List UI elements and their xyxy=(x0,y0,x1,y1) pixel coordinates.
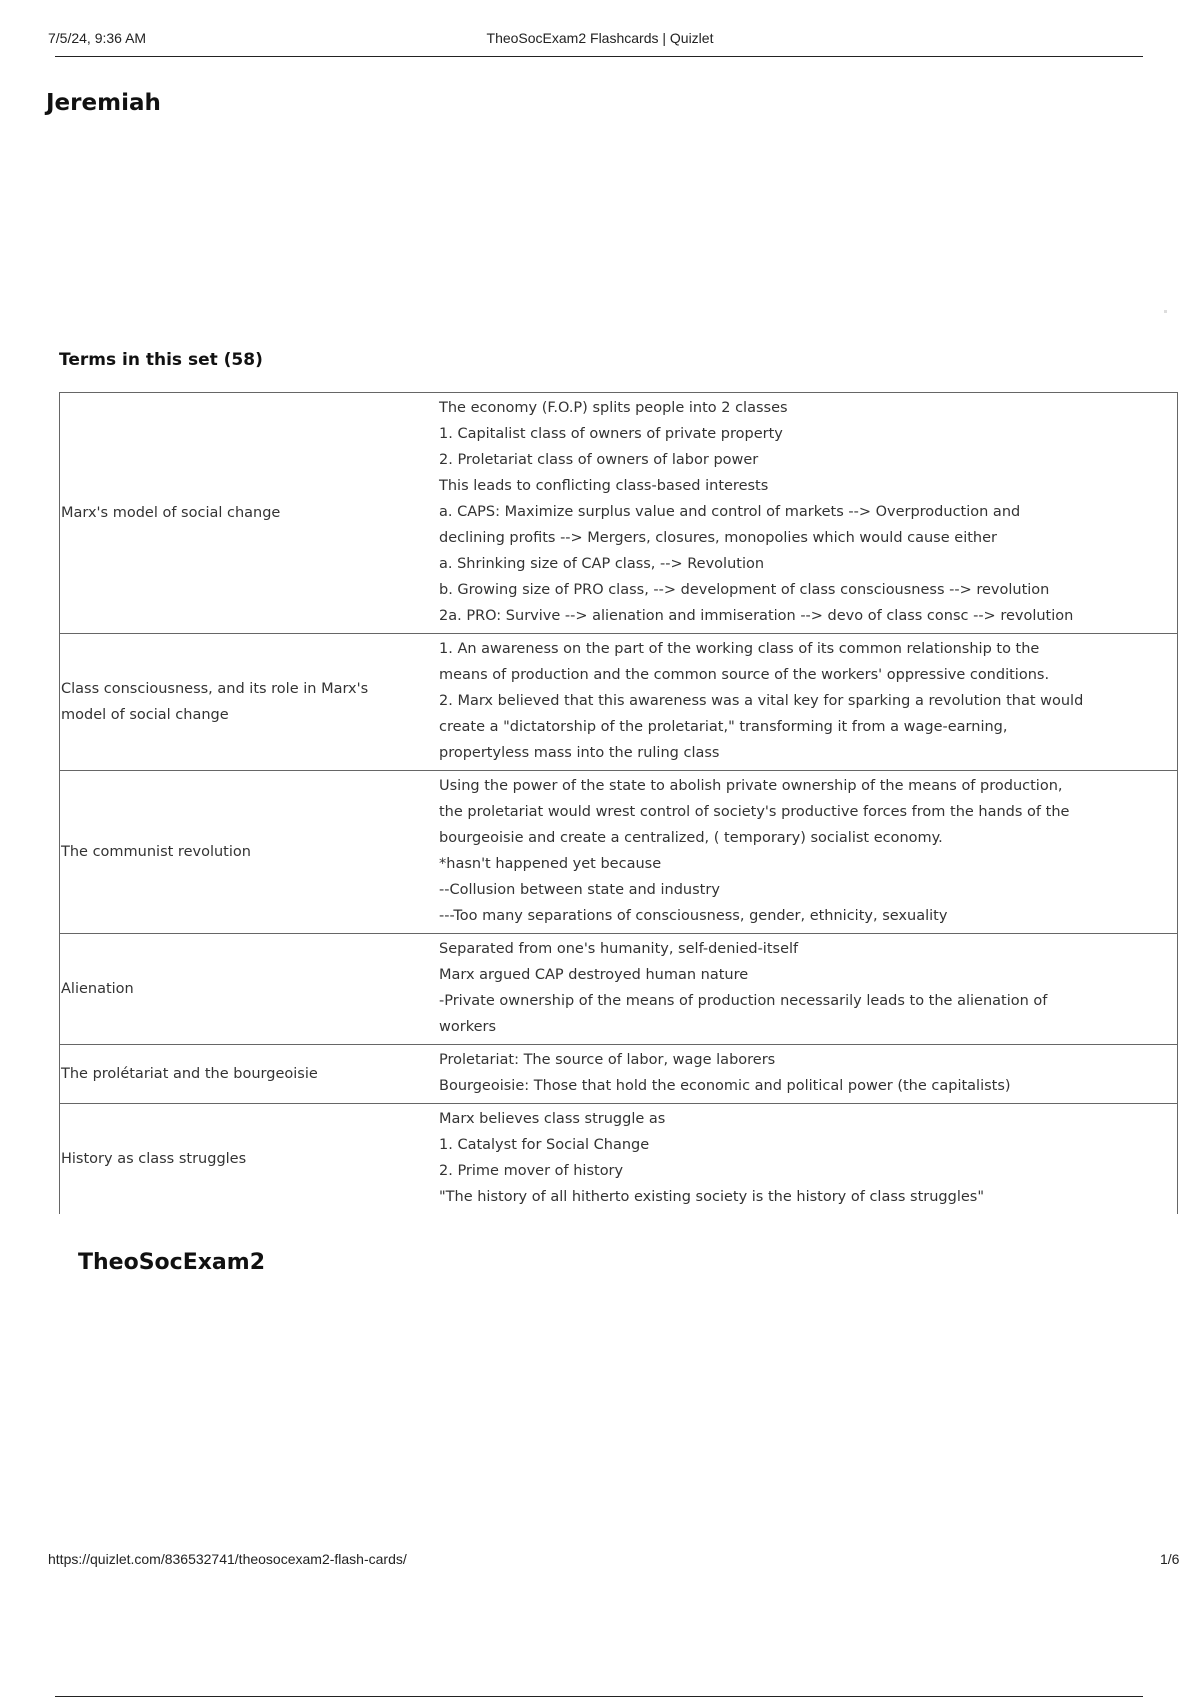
definition-line: the proletariat would wrest control of society's productive forces from the hands of the xyxy=(439,804,1070,820)
flashcard-definition xyxy=(411,934,1178,1045)
definition-line: 1. An awareness on the part of the working class of its common relationship to the xyxy=(439,641,1040,657)
flashcard-definition xyxy=(411,771,1178,934)
definition-line: declining profits --> Mergers, closures, monopolies which would cause either xyxy=(439,530,997,546)
definition-line: 2a. PRO: Survive --> alienation and immiseration --> devo of class consc --> revolution xyxy=(439,608,1074,624)
definition-line: ---Too many separations of consciousness, gender, ethnicity, sexuality xyxy=(439,908,948,924)
definition-line: bourgeoisie and create a centralized, ( temporary) socialist economy. xyxy=(439,830,943,846)
page-title: TheoSocExam2 Flashcards | Quizlet xyxy=(486,30,714,46)
flashcard-row xyxy=(60,1104,1178,1215)
definition-line: Using the power of the state to abolish private ownership of the means of production, xyxy=(439,778,1063,794)
definition-line: a. Shrinking size of CAP class, --> Revolution xyxy=(439,556,765,572)
bottom-divider xyxy=(55,1696,1143,1697)
flashcard-definition xyxy=(411,1045,1178,1104)
flashcard-table xyxy=(59,392,1178,1214)
definition-line: means of production and the common source of the workers' oppressive conditions. xyxy=(439,667,1050,683)
flashcard-definition xyxy=(411,393,1178,634)
definition-line: 2. Proletariat class of owners of labor power xyxy=(439,452,759,468)
definition-line: Separated from one's humanity, self-denied-itself xyxy=(439,941,799,957)
definition-line: propertyless mass into the ruling class xyxy=(439,745,720,761)
page-url: https://quizlet.com/836532741/theosocexam2-flash-cards/ xyxy=(48,1551,407,1567)
definition-line: create a "dictatorship of the proletariat," transforming it from a wage-earning, xyxy=(439,719,1008,735)
user-name[interactable]: Jeremiah xyxy=(46,90,161,116)
page-number: 1/6 xyxy=(1160,1551,1180,1567)
definition-line: *hasn't happened yet because xyxy=(439,856,662,872)
flashcard-term: Class consciousness, and its role in Marx's model of social change xyxy=(60,634,412,771)
decorative-dot xyxy=(1164,310,1167,313)
definition-line: Bourgeoisie: Those that hold the economic and political power (the capitalists) xyxy=(439,1078,1011,1094)
flashcard-term: History as class struggles xyxy=(60,1104,412,1215)
definition-line: 1. Catalyst for Social Change xyxy=(439,1137,650,1153)
definition-line: Proletariat: The source of labor, wage laborers xyxy=(439,1052,776,1068)
definition-line: This leads to conflicting class-based interests xyxy=(439,478,769,494)
flashcard-row xyxy=(60,934,1178,1045)
definition-line: Marx argued CAP destroyed human nature xyxy=(439,967,749,983)
definition-line: -Private ownership of the means of production necessarily leads to the alienation of xyxy=(439,993,1048,1009)
definition-line: workers xyxy=(439,1019,497,1035)
flashcard-term: The communist revolution xyxy=(60,771,412,934)
definition-line: 2. Prime mover of history xyxy=(439,1163,624,1179)
flashcard-term: Alienation xyxy=(60,934,412,1045)
definition-line: 2. Marx believed that this awareness was a vital key for sparking a revolution that would xyxy=(439,693,1084,709)
definition-line: a. CAPS: Maximize surplus value and control of markets --> Overproduction and xyxy=(439,504,1021,520)
definition-line: --Collusion between state and industry xyxy=(439,882,720,898)
flashcard-row xyxy=(60,771,1178,934)
flashcard-term: Marx's model of social change xyxy=(60,393,412,634)
definition-line: 1. Capitalist class of owners of private property xyxy=(439,426,783,442)
set-name[interactable]: TheoSocExam2 xyxy=(78,1250,265,1275)
flashcard-row xyxy=(60,634,1178,771)
flashcard-definition xyxy=(411,1104,1178,1215)
definition-line: Marx believes class struggle as xyxy=(439,1111,666,1127)
flashcard-row xyxy=(60,1045,1178,1104)
flashcard-definition xyxy=(411,634,1178,771)
print-timestamp: 7/5/24, 9:36 AM xyxy=(48,30,147,46)
definition-line: "The history of all hitherto existing society is the history of class struggles" xyxy=(439,1189,985,1205)
flashcard-row xyxy=(60,393,1178,634)
definition-line: b. Growing size of PRO class, --> development of class consciousness --> revolution xyxy=(439,582,1050,598)
flashcard-term: The prolétariat and the bourgeoisie xyxy=(60,1045,412,1104)
terms-heading: Terms in this set (58) xyxy=(59,350,263,370)
header-divider xyxy=(55,56,1143,57)
definition-line: The economy (F.O.P) splits people into 2 classes xyxy=(439,400,788,416)
